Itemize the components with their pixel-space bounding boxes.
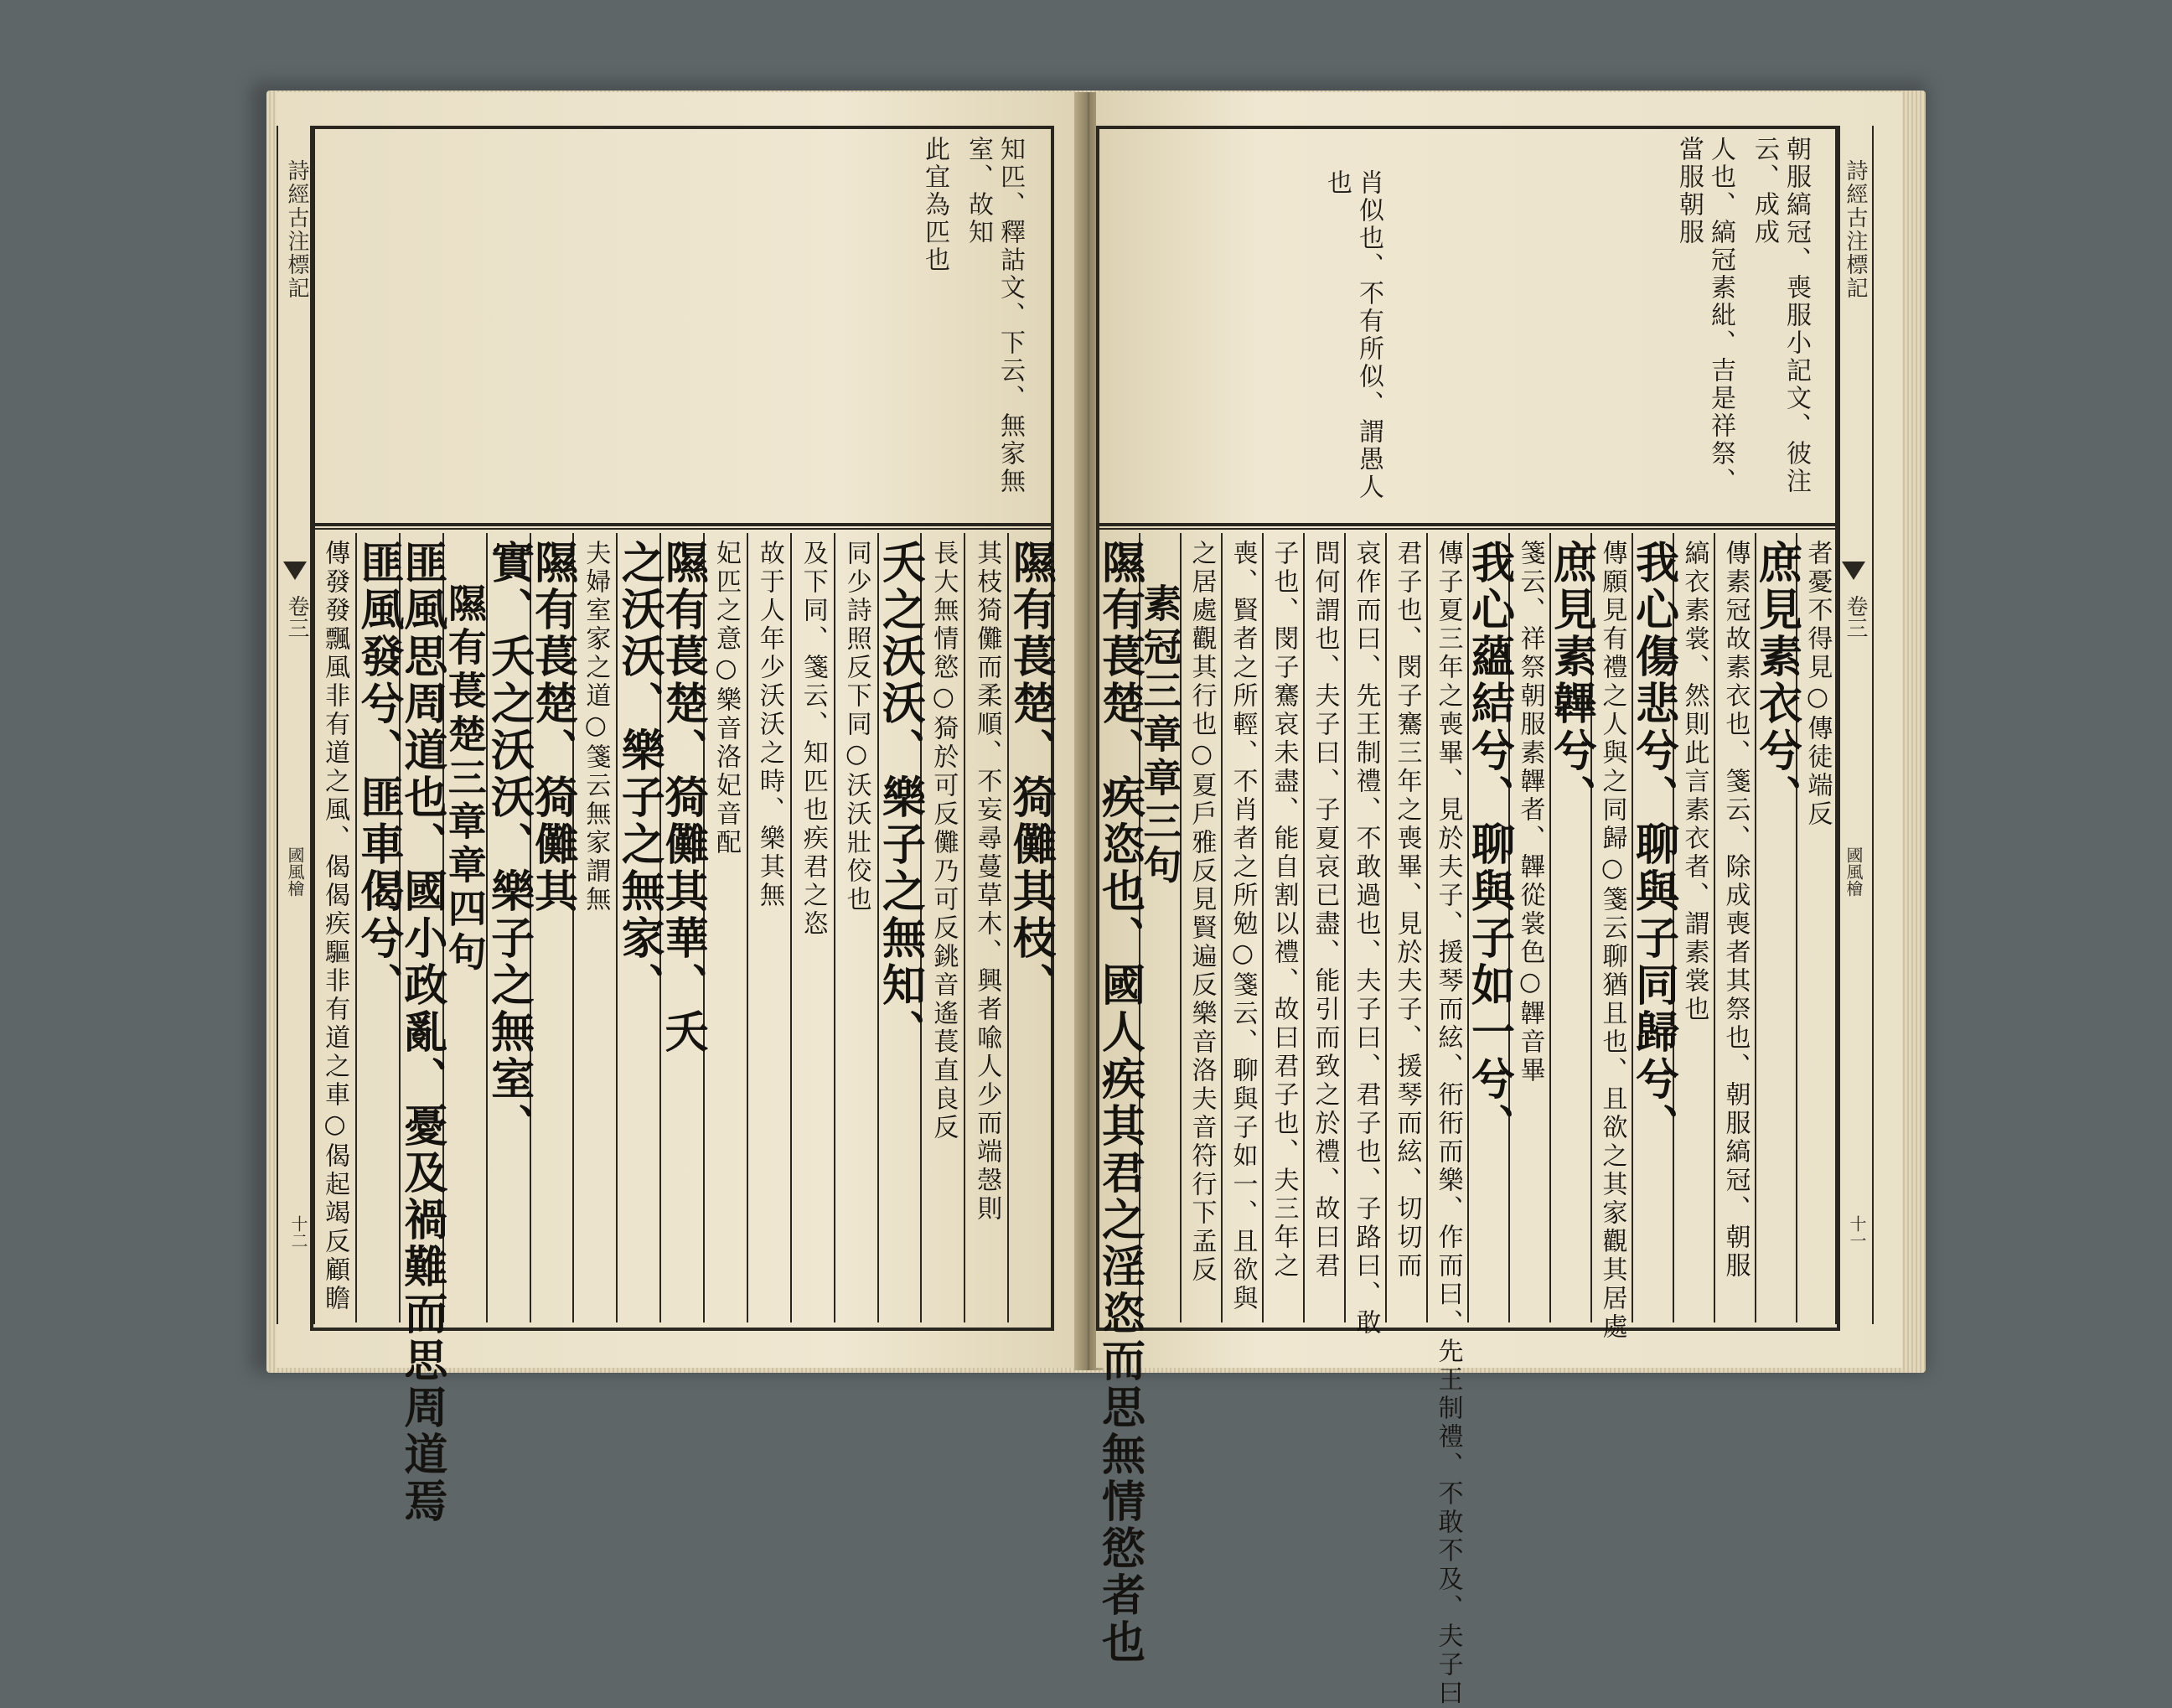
text-column [1714, 533, 1755, 1322]
column-text: 匪風思周道也、國小政亂、憂及禍難而思周道焉 [396, 540, 447, 1525]
column-text: 隰有萇楚、猗儺其枝、 [1005, 540, 1057, 1009]
text-column [1751, 533, 1802, 1322]
text-column [313, 533, 355, 1322]
text-column [1426, 533, 1467, 1708]
right-page [1094, 92, 1902, 1708]
text-column [1545, 533, 1597, 1322]
left-juan: 卷三 [284, 595, 309, 639]
column-text: 君子也、閔子騫三年之喪畢、見於夫子、援琴而絃、切切而 [1392, 540, 1422, 1281]
text-column [1463, 533, 1515, 1322]
column-text: 夭之沃沃、樂子之無知、 [874, 540, 926, 1056]
column-text: 傳素冠故素衣也、箋云、除成喪者其祭也、朝服縞冠、朝服 [1720, 540, 1751, 1281]
column-text: 匪風發兮、匪車偈兮、 [352, 540, 404, 1009]
column-text: 及下同、箋云、知匹也疾君之恣 [798, 540, 828, 939]
lower-rule [1099, 528, 1837, 530]
column-text: 妃匹之意○樂音洛妃音配 [711, 540, 741, 857]
upper-rule [313, 523, 1051, 526]
column-text: 隰有萇楚、疾恣也、國人疾其君之淫恣而思無情慾者也 [1094, 540, 1145, 1666]
left-text-frame [310, 126, 1057, 1525]
text-column [964, 533, 1007, 1322]
text-column [442, 533, 486, 1322]
headnote: 此宜為匹也 [920, 136, 949, 274]
column-text: 實、夭之沃沃、樂子之無室、 [483, 540, 535, 1150]
column-text: 縞衣素裳、然則此言素衣者、謂素裳也 [1679, 540, 1709, 1024]
column-text: 素冠三章章三句 [1137, 583, 1183, 888]
column-text: 傳子夏三年之喪畢、見於夫子、援琴而絃、衎衎而樂、作而曰、先王制禮、不敢不及、夫子曰 [1433, 540, 1463, 1708]
right-columns [1094, 533, 1837, 1708]
left-section: 國風檜 [285, 846, 305, 897]
text-column [352, 533, 404, 1322]
fish-tail-mark-icon [283, 562, 307, 580]
text-column [703, 533, 747, 1322]
text-column [1094, 533, 1145, 1666]
headnote: 肖似也、不有所似、謂愚人也 [1322, 169, 1383, 501]
right-text-frame [1094, 126, 1840, 1708]
text-column [613, 533, 665, 1322]
left-folio: 十二 [288, 1215, 308, 1249]
right-juan: 卷三 [1843, 595, 1868, 639]
upper-rule [1099, 523, 1837, 526]
column-text: 箋云、祥祭朝服素韠者、韠從裳色○韠音畢 [1515, 540, 1545, 1085]
lower-rule [313, 528, 1051, 530]
headnote: 人也、縞冠素紕、吉是祥祭、當服朝服 [1674, 136, 1735, 495]
column-text: 隰有萇楚、猗儺其華、夭 [657, 540, 709, 1056]
right-section: 國風檜 [1844, 846, 1864, 897]
column-text: 子也、閔子騫哀未盡、能自割以禮、故曰君子也、夫三年之 [1269, 540, 1299, 1281]
column-text: 者憂不得見○傳徒端反 [1802, 540, 1833, 829]
column-text: 我心蘊結兮、聊與子如一兮、 [1463, 540, 1515, 1150]
text-column [920, 533, 964, 1322]
left-hashira-title: 詩經古注標記 [284, 159, 309, 300]
column-text: 之沃沃、樂子之無家、 [613, 540, 665, 1009]
text-column [747, 533, 790, 1322]
column-text: 我心傷悲兮、聊與子同歸兮、 [1627, 540, 1679, 1150]
text-column [1303, 533, 1344, 1322]
text-column [790, 533, 834, 1322]
column-text: 傳發發飄風非有道之風、偈偈疾驅非有道之車○偈起竭反顧瞻 [320, 540, 350, 1313]
text-column [834, 533, 877, 1322]
text-column [1385, 533, 1426, 1322]
column-text: 隰有萇楚三章章四句 [442, 583, 488, 976]
column-text: 庶見素衣兮、 [1751, 540, 1802, 821]
column-text: 長大無情慾○猗於可反儺乃可反銚音遙萇直良反 [928, 540, 959, 1142]
right-folio: 十一 [1847, 1215, 1867, 1249]
right-hashira-title: 詩經古注標記 [1843, 159, 1868, 300]
column-text: 喪、賢者之所輕、不肖者之所勉○箋云、聊與子如一、且欲與 [1228, 540, 1258, 1313]
column-text: 夫婦室家之道○箋云無家謂無 [581, 540, 611, 914]
column-text: 哀作而曰、先王制禮、不敢過也、夫子曰、君子也、子路曰、敢 [1351, 540, 1381, 1338]
text-column [1005, 533, 1057, 1322]
column-text: 同少詩照反下同○沃沃壯佼也 [841, 540, 871, 914]
left-columns [313, 533, 1057, 1525]
text-column [572, 533, 616, 1322]
text-column [526, 533, 578, 1322]
fish-tail-mark-icon [1842, 562, 1865, 580]
right-hashira [1835, 126, 1874, 1324]
column-text: 傳願見有禮之人與之同歸○箋云聊猶且也、且欲之其家觀其居處 [1597, 540, 1627, 1342]
text-column [874, 533, 926, 1322]
text-column [1627, 533, 1679, 1322]
text-column [396, 533, 447, 1525]
text-column [657, 533, 709, 1322]
text-column [1221, 533, 1262, 1322]
left-headnotes [918, 136, 1026, 517]
headnote: 知匹、釋詁文、下云、無家無室、故知 [964, 136, 1025, 495]
column-text: 故于人年少沃沃之時、樂其無 [754, 540, 784, 910]
column-text: 庶見素韠兮、 [1545, 540, 1597, 821]
column-text: 之居處觀其行也○夏戶雅反見賢遍反樂音洛夫音符行下孟反 [1187, 540, 1217, 1285]
left-page [277, 92, 1081, 1525]
text-column [1262, 533, 1303, 1322]
text-column [1344, 533, 1385, 1338]
right-headnotes [1321, 136, 1812, 517]
column-text: 其枝猗儺而柔順、不妄尋蔓草木、興者喩人少而端愨則 [972, 540, 1002, 1224]
column-text: 隰有萇楚、猗儺其 [526, 540, 578, 915]
column-text: 問何謂也、夫子曰、子夏哀已盡、能引而致之於禮、故曰君 [1310, 540, 1340, 1281]
headnote: 朝服縞冠、喪服小記文、彼注云、成成 [1750, 136, 1811, 495]
